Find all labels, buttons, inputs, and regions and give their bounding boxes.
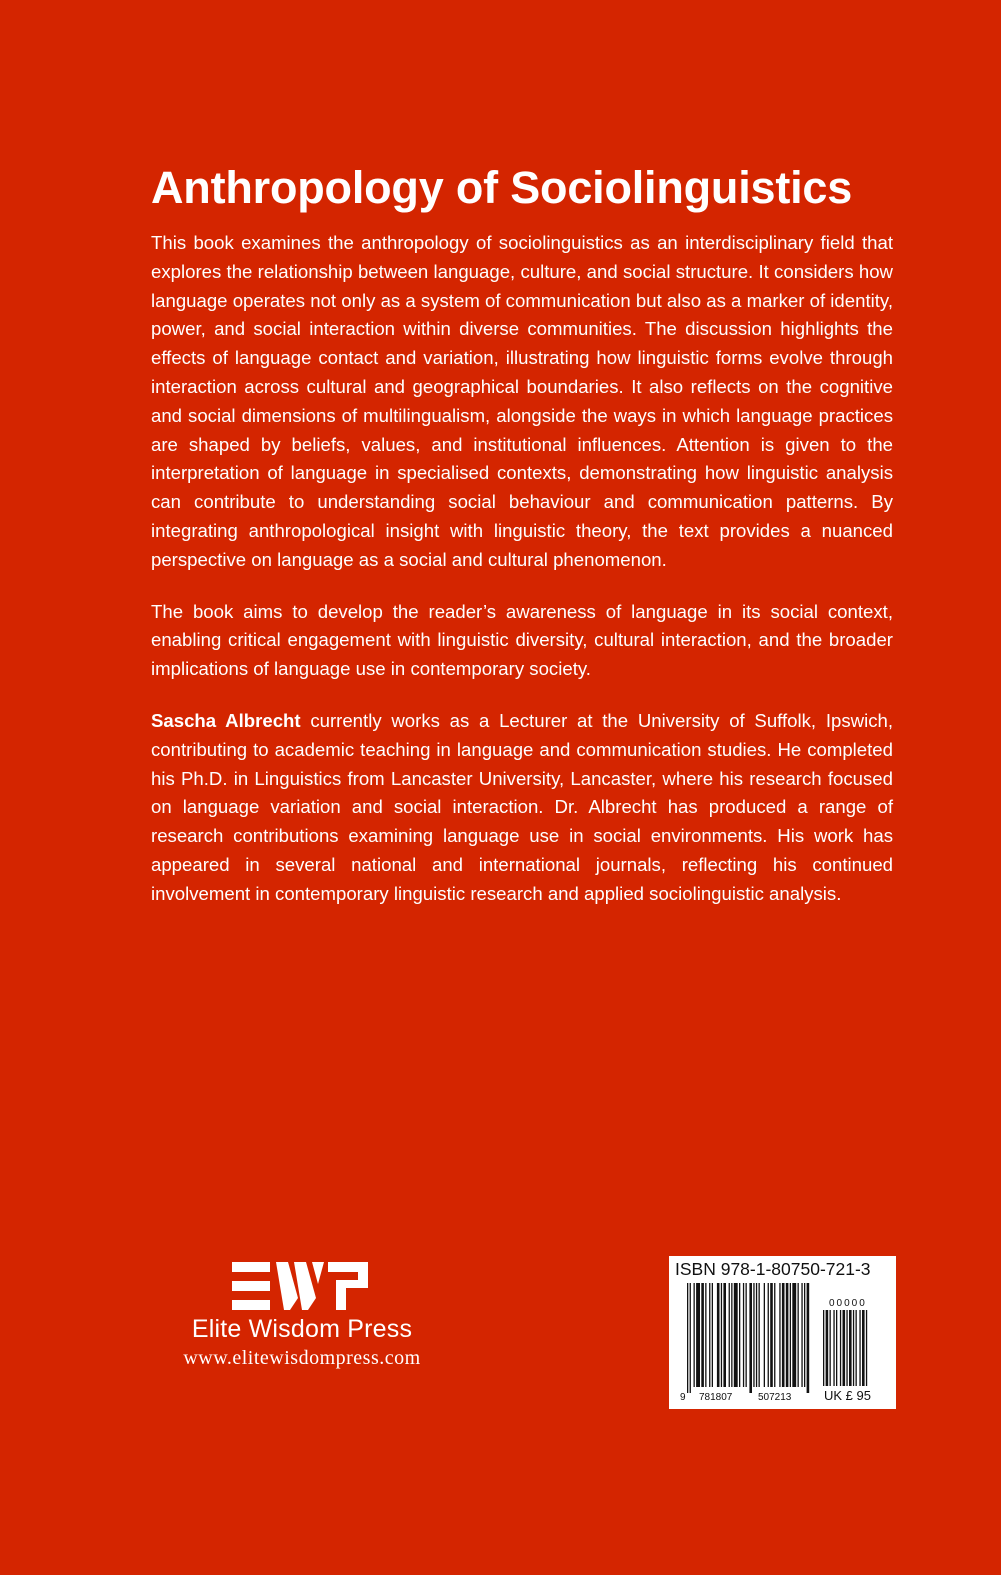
barcode-bar <box>779 1283 780 1387</box>
barcode-bar <box>690 1283 691 1393</box>
barcode-bar <box>743 1283 744 1387</box>
publisher-url: www.elitewisdompress.com <box>183 1347 421 1369</box>
isbn-label: ISBN 978-1-80750-721-3 <box>675 1259 871 1279</box>
isbn-barcode <box>669 1256 896 1409</box>
author-name: Sascha Albrecht <box>151 709 301 731</box>
publisher-block <box>152 1260 452 1370</box>
barcode-bar <box>749 1283 752 1393</box>
addon-bar <box>830 1310 831 1386</box>
barcode-bar <box>746 1283 747 1387</box>
barcode-bar <box>694 1283 695 1387</box>
cover-text-block <box>151 158 893 932</box>
barcode-bar <box>705 1283 706 1387</box>
barcode-bar <box>753 1283 754 1387</box>
description-paragraph-1: This book examines the anthropology of sociolinguistics as an interdisciplinary field that explores the relationship between language, culture, and social structure. It considers how language operates not only as a system of communication but also as a marker of identity, power, and social interaction within diverse communities. The discussion highlights the effects of language contact and variation, illustrating how linguistic forms evolve through interaction across cultural and geographical boundaries. It also reflects on the cognitive and social dimensions of multilingualism, alongside the ways in which language practices are shaped by beliefs, values, and institutional influences. Attention is given to the interpretation of language in specialised contexts, demonstrating how linguistic analysis can contribute to understanding social behaviour and communication patterns. By integrating anthropological insight with linguistic theory, the text provides a nuanced perspective on language as a social and cultural phenomenon. <box>151 232 893 570</box>
barcode-bar <box>696 1283 700 1387</box>
author-bio-text: currently works as a Lecturer at the University of Suffolk, Ipswich, contributing to academic teaching in language and communication studies. He completed his Ph.D. in Linguistics from Lancaster University, Lancaster, where his research focused on language variation and social interaction. Dr. Albrecht has produced a range of research contributions examining language use in social environments. His work has appeared in several national and international journals, reflecting his continued involvement in contemporary linguistic research and applied sociolinguistic analysis. <box>151 709 893 904</box>
barcode-bar <box>759 1283 760 1387</box>
barcode-bar <box>709 1283 710 1387</box>
barcode-bar <box>739 1283 740 1387</box>
addon-bar <box>833 1310 834 1386</box>
price-label: UK £ 95 <box>824 1388 871 1403</box>
barcode-digits-left: 781807 <box>699 1392 733 1403</box>
addon-bar <box>853 1310 854 1386</box>
barcode-bar <box>774 1283 775 1387</box>
barcode-bar <box>768 1283 769 1387</box>
addon-bar <box>843 1310 846 1386</box>
barcode-bar <box>687 1283 688 1393</box>
barcode-bar <box>729 1283 730 1387</box>
addon-bar <box>859 1310 860 1386</box>
barcode-bars <box>669 1256 896 1409</box>
barcode-bar <box>801 1283 802 1387</box>
barcode-bar <box>770 1283 773 1387</box>
barcode-bar <box>712 1283 713 1387</box>
addon-bar <box>856 1310 857 1386</box>
barcode-bar <box>721 1283 722 1387</box>
addon-bar <box>840 1310 841 1386</box>
barcode-bar <box>792 1283 796 1387</box>
barcode-bar <box>798 1283 799 1387</box>
addon-bar <box>846 1310 847 1386</box>
barcode-bar <box>701 1283 704 1387</box>
barcode-bar <box>756 1283 757 1387</box>
book-title: Anthropology of Sociolinguistics <box>151 162 853 213</box>
barcode-bar <box>734 1283 738 1387</box>
description-paragraph-2: The book aims to develop the reader’s awareness of language in its social context, enabling critical engagement with linguistic diversity, cultural interaction, and the broader implications of language use in contemporary society. <box>151 600 893 680</box>
barcode-addon-digits: 00000 <box>829 1298 867 1309</box>
addon-bar <box>823 1310 824 1386</box>
addon-bar <box>866 1310 867 1386</box>
barcode-bar <box>731 1283 732 1387</box>
publisher-name: Elite Wisdom Press <box>191 1315 413 1343</box>
addon-bar <box>836 1310 837 1386</box>
barcode-bar <box>804 1283 805 1387</box>
publisher-logo <box>232 1260 372 1312</box>
barcode-bar <box>782 1283 785 1387</box>
barcode-bar <box>717 1283 720 1387</box>
author-bio <box>151 707 893 909</box>
barcode-digit-first: 9 <box>680 1392 686 1403</box>
barcode-bar <box>790 1283 791 1387</box>
barcode-bar <box>723 1283 726 1387</box>
barcode-digits-right: 507213 <box>758 1392 792 1403</box>
barcode-bar <box>807 1283 810 1393</box>
addon-bar <box>826 1310 829 1386</box>
addon-bar <box>862 1310 865 1386</box>
barcode-bar <box>786 1283 789 1387</box>
addon-bar <box>849 1310 852 1386</box>
barcode-bar <box>764 1283 765 1387</box>
